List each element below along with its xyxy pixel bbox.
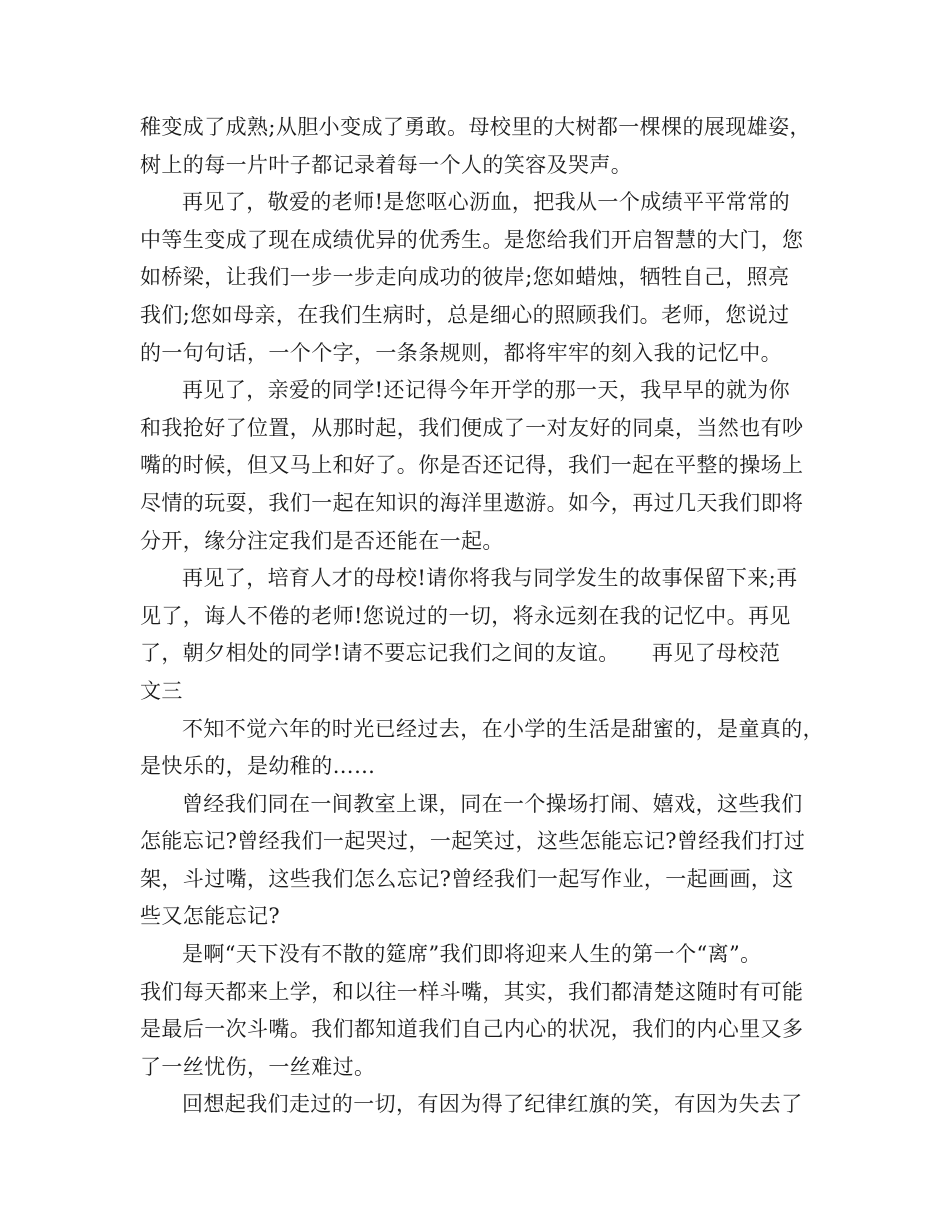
text-line: 曾经我们同在一间教室上课，同在一个操场打闹、嬉戏，这些我们	[182, 791, 803, 816]
text-line: 稚变成了成熟;从胆小变成了勇敢。母校里的大树都一棵棵的展现雄姿，	[140, 115, 811, 139]
text-line: 再见了，培育人才的母校!请你将我与同学发生的故事保留下来;再	[182, 566, 798, 591]
text-line: 分开，缘分注定我们是否还能在一起。	[140, 528, 504, 553]
text-line: 是啊“天下没有不散的筵席”我们即将迎来人生的第一个“离”。	[182, 942, 762, 967]
text-line: 树上的每一片叶子都记录着每一个人的笑容及哭声。	[140, 152, 633, 177]
text-line: 了一丝忧伤，一丝难过。	[140, 1054, 376, 1079]
text-line: 如桥梁，让我们一步一步走向成功的彼岸;您如蜡烛，牺牲自己，照亮	[140, 265, 790, 290]
text-line: 再见了，亲爱的同学!还记得今年开学的那一天，我早早的就为你	[182, 378, 791, 403]
text-line: 再见了，敬爱的老师!是您呕心沥血，把我从一个成绩平平常常的	[182, 190, 791, 215]
text-line: 架，斗过嘴，这些我们怎么忘记?曾经我们一起写作业，一起画画，这	[140, 866, 794, 891]
text-line: 我们;您如母亲，在我们生病时，总是细心的照顾我们。老师，您说过	[140, 302, 790, 327]
text-line: 怎能忘记?曾经我们一起哭过，一起笑过，这些怎能忘记?曾经我们打过	[140, 829, 806, 854]
text-line: 文三	[140, 678, 183, 703]
text-line: 些又怎能忘记?	[140, 904, 281, 929]
text-line: 尽情的玩耍，我们一起在知识的海洋里遨游。如今，再过几天我们即将	[140, 490, 804, 515]
text-line: 的一句句话，一个个字，一条条规则，都将牢牢的刻入我的记忆中。	[140, 340, 782, 365]
text-line: 是最后一次斗嘴。我们都知道我们自己内心的状况，我们的内心里又多	[140, 1017, 804, 1042]
text-line: 嘴的时候，但又马上和好了。你是否还记得，我们一起在平整的操场上	[140, 453, 804, 478]
document-body	[140, 109, 830, 1124]
text-line: 回想起我们走过的一切，有因为得了纪律红旗的笑，有因为失去了	[182, 1092, 803, 1117]
text-line: 中等生变成了现在成绩优异的优秀生。是您给我们开启智慧的大门，您	[140, 227, 804, 252]
text-line: 了，朝夕相处的同学!请不要忘记我们之间的友谊。 再见了母校范	[140, 641, 781, 666]
text-line: 见了，诲人不倦的老师!您说过的一切，将永远刻在我的记忆中。再见	[140, 603, 791, 628]
text-line: 我们每天都来上学，和以往一样斗嘴，其实，我们都清楚这随时有可能	[140, 979, 804, 1004]
text-line: 不知不觉六年的时光已经过去，在小学的生活是甜蜜的，是童真的，	[182, 716, 824, 741]
text-line: 是快乐的，是幼稚的……	[140, 754, 376, 779]
text-line: 和我抢好了位置，从那时起，我们便成了一对友好的同桌，当然也有吵	[140, 415, 804, 440]
